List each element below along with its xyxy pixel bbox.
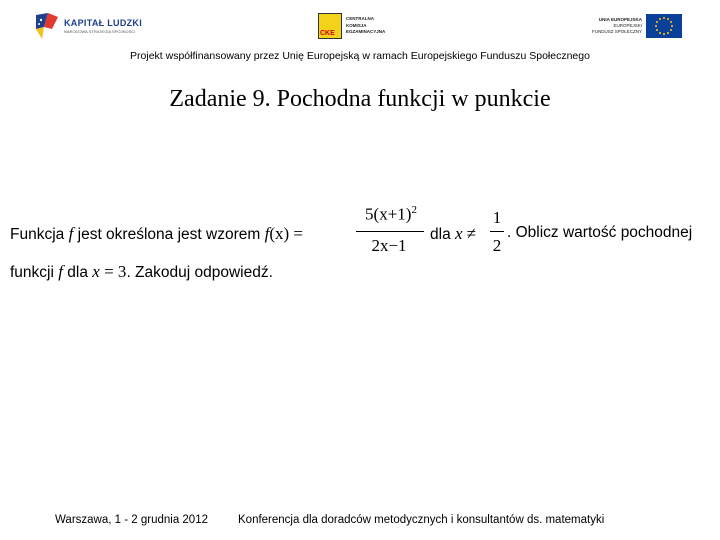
- eu-flag-icon: [646, 14, 682, 38]
- fraction-bar: [356, 231, 424, 232]
- footer-conference: Konferencja dla doradców metodycznych i konsultantów ds. matematyki: [238, 514, 605, 526]
- cke-mark-text: CKE: [320, 30, 335, 37]
- fraction-numerator: [354, 204, 428, 225]
- task-text-e: funkcji: [10, 264, 59, 281]
- kapital-ludzki-mark-icon: [34, 11, 60, 41]
- slide-title: Zadanie 9. Pochodna funkcji w punkcie: [169, 86, 551, 112]
- kapital-ludzki-logo: [34, 8, 142, 44]
- half-denominator: 2: [492, 236, 502, 255]
- function-symbol-2: f: [58, 262, 63, 281]
- task-text-b: jest określona jest wzorem: [73, 226, 265, 243]
- fx-paren: (x) =: [269, 224, 303, 243]
- half-numerator: 1: [492, 208, 502, 227]
- footer-location-date: Warszawa, 1 - 2 grudnia 2012: [55, 514, 208, 526]
- kapital-ludzki-name: KAPITAŁ LUDZKI: [64, 17, 143, 28]
- task-text-d: . Oblicz wartość pochodnej: [507, 224, 693, 241]
- task-condition: [430, 224, 476, 244]
- eu-line2: EUROPEJSKI: [613, 23, 643, 29]
- task-text-g: . Zakoduj odpowiedź.: [126, 264, 273, 281]
- logo-row: [0, 8, 720, 44]
- neq-sign: ≠: [462, 224, 477, 243]
- eu-logo: [592, 8, 682, 44]
- project-subtitle: Projekt współfinansowany przez Unię Europejską w ramach Europejskiego Funduszu Społecznego: [130, 50, 590, 62]
- task-text-d-wrap: [507, 224, 692, 242]
- x-variable-2: x: [92, 262, 100, 281]
- fx-symbol: f: [264, 224, 270, 243]
- cke-line1: CENTRALNA: [346, 15, 374, 21]
- numerator-exponent: 2: [411, 204, 417, 216]
- task-line-2: [10, 262, 273, 282]
- eu-line3: FUNDUSZ SPOŁECZNY: [592, 28, 643, 34]
- eq-three: = 3: [99, 262, 127, 281]
- x-variable: x: [455, 224, 463, 243]
- function-symbol: f: [68, 224, 74, 243]
- task-text-c: dla: [430, 226, 455, 243]
- cke-line3: EGZAMINACYJNA: [346, 29, 386, 35]
- numerator-text: 5(x+1): [365, 204, 412, 224]
- cke-line2: KOMISJA: [346, 22, 367, 28]
- kapital-ludzki-tagline: NARODOWA STRATEGIA SPÓJNOŚCI: [64, 28, 136, 34]
- task-line-1: [10, 224, 303, 244]
- half-fraction-bar: [490, 231, 504, 232]
- cke-mark-icon: [318, 13, 342, 39]
- eu-line1: UNIA EUROPEJSKA: [598, 17, 643, 23]
- cke-logo: [318, 8, 385, 44]
- task-text-f: dla: [62, 264, 93, 281]
- task-text-a: Funkcja: [10, 226, 69, 243]
- fraction-denominator: 2x−1: [371, 236, 407, 255]
